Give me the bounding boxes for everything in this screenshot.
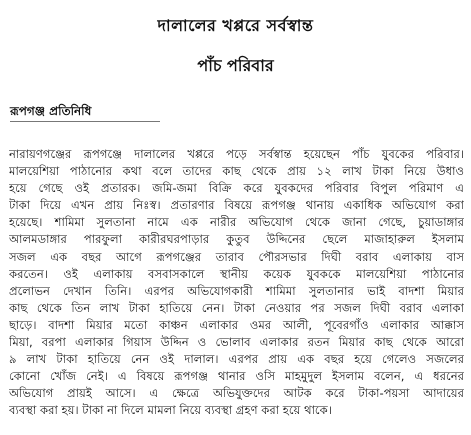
headline-line-2: পাঁচ পরিবার	[197, 56, 274, 75]
article-body-line: সজল এক বছর আগে রূপগঞ্জের তারাব পৌরসভার দিঘী বরাব এলাকায় বাস	[9, 249, 464, 264]
article-body-line: নারায়ণগঞ্জের রূপগঞ্জে দালালের খপ্পরে পড়ে সর্বস্বান্ত হয়েছেন পাঁচ যুবকের পরিবার।	[9, 147, 464, 161]
article-body-line: মালয়েশিয়া পাঠানোর কথা বলে তাদের কাছ থেকে প্রায় ১২ লাখ টাকা নিয়ে উধাও	[9, 164, 464, 179]
byline: রূপগঞ্জ প্রতিনিধি	[10, 104, 92, 118]
article-body-line: প্রলোভন দেখান তিনি। এরপর অভিযোগকারী শামিমা সুলতানার ভাই বাদশা মিয়ার	[9, 283, 464, 298]
article-body-line: ৯ লাখ টাকা হাতিয়ে নেন ওই দালাল। এরপর প্রায় এক বছর হয়ে গেলেও সজলের	[9, 352, 464, 367]
article-body-line: ব্যবস্থা করা হয়। টাকা না দিলে মামলা নিয়ে ব্যবস্থা গ্রহণ করা হয়ে থাকে।	[9, 403, 332, 418]
article-body	[9, 146, 464, 420]
article-body-line: টাকা দিয়ে এখন প্রায় নিঃস্ব। প্রতারণার বিষয়ে রূপগঞ্জ থানায় একাধিক অভিযোগ করা	[9, 198, 464, 213]
article-body-line: করতেন। ওই এলাকায় বসবাসকালে স্থানীয় কয়েক যুবককে মালয়েশিয়া পাঠানোর	[9, 266, 464, 281]
byline-underline	[10, 121, 160, 122]
article-body-line: আলমডাঙ্গার পারফুলা কারীরঘরপাড়ার কুতুব উদ্দিনের ছেলে মাজাহারুল ইসলাম	[9, 232, 464, 247]
article-body-line: ছাড়ে। বাদশা মিয়ার মতো কাঞ্চন এলাকার ওমর আলী, পূবেরগাঁও এলাকার আক্কাস	[9, 317, 464, 332]
article-body-line: মিয়া, বরপা এলাকার গিয়াস উদ্দিন ও ভোলাব এলাকার রতন মিয়ার কাছ থেকে আরো	[9, 335, 464, 350]
article-body-line: হয়ে গেছে ওই প্রতারক। জমি-জমা বিক্রি করে যুবকদের পরিবার বিপুল পরিমাণ এ	[9, 181, 464, 196]
article-body-line: অভিযোগ প্রায়ই আসে। এ ক্ষেত্রে অভিযুক্তদের আটক করে টাকা-পয়সা আদায়ের	[9, 386, 464, 401]
headline	[0, 6, 471, 86]
article-body-line: হয়েছে। শামিমা সুলতানা নামে এক নারীর অভিযোগ থেকে জানা গেছে, চুয়াডাঙ্গার	[9, 215, 464, 230]
article-body-line: কাছ থেকে তিন লাখ টাকা হাতিয়ে নেন। টাকা নেওয়ার পর সজল দিঘী বরাব এলাকা	[9, 300, 464, 315]
article-body-line: কোনো খোঁজ নেই। এ বিষয়ে রূপগঞ্জ থানার ওসি মাহমুদুল ইসলাম বলেন, এ ধরনের	[9, 369, 464, 384]
headline-line-1: দালালের খপ্পরে সর্বস্বান্ত	[157, 16, 314, 35]
